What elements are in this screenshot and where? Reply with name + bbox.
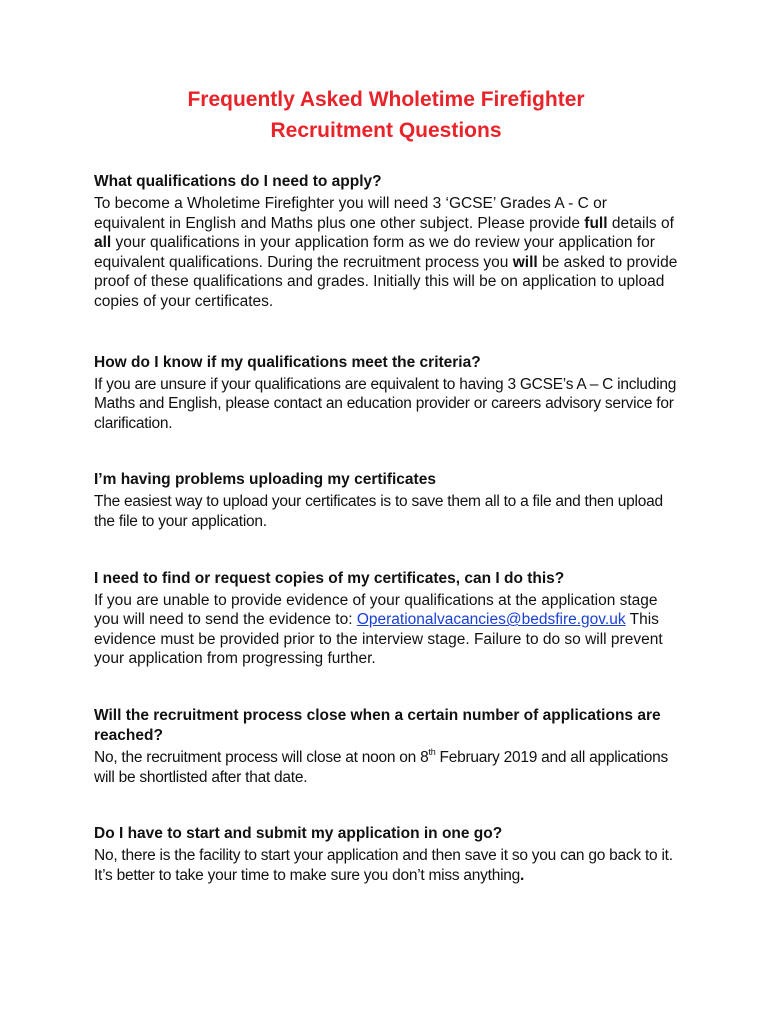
answer-bold-text: .: [520, 866, 525, 884]
faq-item-qualifications: [94, 172, 678, 312]
answer-text: No, there is the facility to start your application and then save it so you can go back to it. It’s better to take your time to make sure you don’t miss anything: [94, 847, 673, 884]
answer-text: No, the recruitment process will close at noon on 8: [94, 748, 429, 766]
page-title: [94, 0, 678, 146]
faq-item-closing: [94, 706, 678, 787]
answer-bold-text: full: [584, 214, 608, 232]
title-line-2: Recruitment Questions: [270, 119, 502, 142]
faq-item-uploading: [94, 470, 678, 531]
faq-answer: [94, 591, 678, 669]
answer-text: This evidence must be provided prior to the interview stage. Failure to do so will prevent your application from progressing further.: [94, 611, 663, 668]
faq-question: Do I have to start and submit my application in one go?: [94, 825, 503, 843]
answer-text: If you are unable to provide evidence of your qualifications at the application stage you will need to send the evidence to:: [94, 591, 658, 629]
email-link[interactable]: Operationalvacancies@bedsfire.gov.uk: [356, 611, 626, 629]
answer-text: be asked to provide proof of these qualifications and grades. Initially this will be on application to upload copies of your certificates.: [94, 253, 678, 310]
faq-answer: [94, 194, 678, 312]
answer-text: your qualifications in your application form as we do review your application for equivalent qualifications. During the recruitment process you: [94, 234, 655, 271]
title-line-1: Frequently Asked Wholetime Firefighter: [187, 88, 585, 111]
answer-bold-text: all: [94, 234, 112, 252]
faq-question: How do I know if my qualifications meet the criteria?: [94, 353, 481, 371]
answer-text: February 2019 and all applications will be shortlisted after that date.: [94, 748, 668, 786]
faq-item-copies: [94, 569, 678, 669]
faq-answer: The easiest way to upload your certificates is to save them all to a file and then upload the file to your application.: [94, 493, 663, 530]
answer-text: To become a Wholetime Firefighter you will need 3 ‘GCSE’ Grades A - C or equivalent in English and Maths plus one other subject. Please provide: [94, 195, 607, 232]
faq-answer: [94, 846, 678, 885]
answer-text: details of: [607, 214, 674, 232]
faq-question: I need to find or request copies of my certificates, can I do this?: [94, 569, 565, 587]
faq-item-criteria: [94, 353, 678, 434]
faq-question: I’m having problems uploading my certificates: [94, 471, 436, 489]
faq-question: What qualifications do I need to apply?: [94, 173, 382, 190]
faq-answer: If you are unsure if your qualifications are equivalent to having 3 GCSE’s A – C including Maths and English, please contact an education provider or careers advisory service for clarification.: [94, 375, 677, 432]
faq-list: [94, 172, 678, 885]
answer-bold-text: will: [512, 253, 538, 271]
faq-question: Will the recruitment process close when a certain number of applications are reached?: [94, 706, 661, 744]
ordinal-suffix: th: [428, 746, 436, 757]
faq-item-submit: [94, 824, 678, 885]
faq-answer: [94, 748, 678, 787]
